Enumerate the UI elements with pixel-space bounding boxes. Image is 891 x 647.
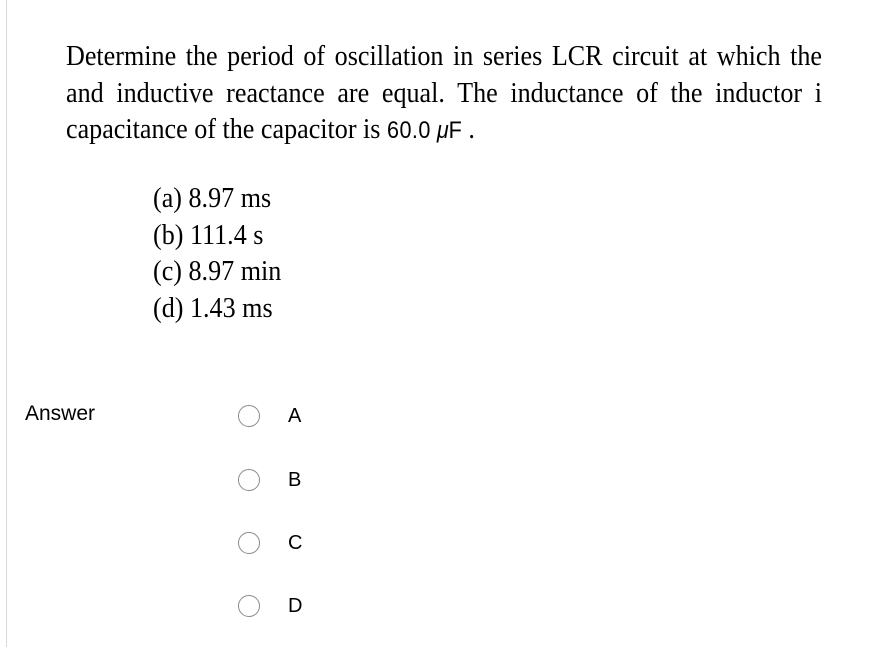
question-line-3 bbox=[66, 111, 822, 150]
capacitance-unit bbox=[431, 117, 462, 144]
option-a: (a) 8.97 ms bbox=[153, 182, 272, 214]
question-line-3-end: . bbox=[461, 113, 475, 145]
answer-choice-c[interactable] bbox=[238, 530, 302, 556]
choice-label-c[interactable]: C bbox=[288, 531, 303, 554]
radio-button-d[interactable] bbox=[238, 595, 260, 617]
choice-label-d[interactable]: D bbox=[288, 594, 303, 617]
radio-button-c[interactable] bbox=[238, 532, 260, 554]
question-text bbox=[66, 38, 822, 150]
question-line-2: and inductive reactance are equal. The inductance of the inductor i bbox=[66, 76, 822, 109]
radio-button-a[interactable] bbox=[238, 405, 260, 427]
option-d: (d) 1.43 ms bbox=[153, 291, 273, 324]
question-line-3-text: capacitance of the capacitor is bbox=[66, 113, 387, 145]
radio-button-b[interactable] bbox=[238, 469, 260, 491]
left-border bbox=[6, 0, 7, 647]
option-c: (c) 8.97 min bbox=[153, 255, 282, 287]
question-line-1: Determine the period of oscillation in series LCR circuit at which the bbox=[66, 40, 822, 72]
choice-label-b[interactable]: B bbox=[288, 468, 302, 491]
micro-symbol: μ bbox=[436, 117, 449, 144]
answer-choice-d[interactable] bbox=[238, 593, 302, 619]
answer-choice-a[interactable] bbox=[238, 403, 301, 429]
options-list bbox=[153, 180, 281, 326]
option-b: (b) 111.4 s bbox=[153, 218, 264, 251]
answer-label: Answer bbox=[25, 402, 96, 425]
capacitance-value: 60.0 bbox=[386, 117, 431, 144]
farad-symbol: F bbox=[448, 117, 462, 144]
choice-label-a[interactable]: A bbox=[288, 404, 302, 427]
answer-choice-b[interactable] bbox=[238, 467, 301, 493]
